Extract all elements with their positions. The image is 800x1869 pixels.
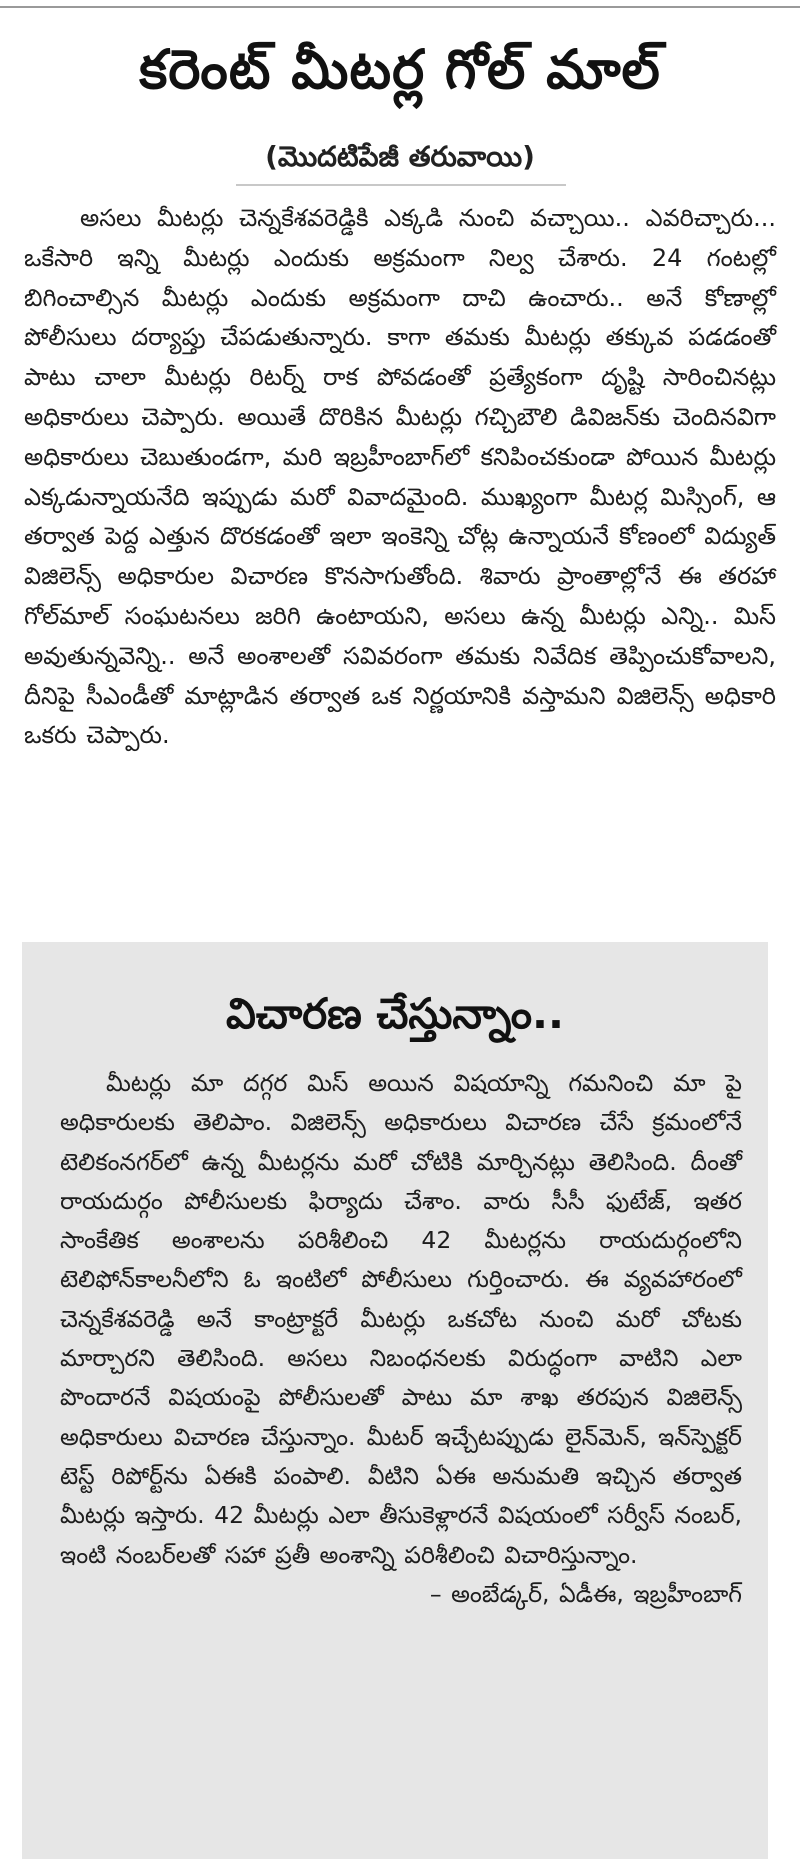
continuation-note: (మొదటిపేజీ తరువాయి): [265, 140, 535, 173]
top-rule: [0, 6, 800, 8]
article-body: [24, 199, 776, 756]
sidebar-paragraph: [60, 1064, 742, 1575]
quote-attribution: – అంబేడ్కర్, ఏడీఈ, ఇబ్రహీంబాగ్: [429, 1579, 742, 1608]
sidebar-body: [60, 1064, 742, 1614]
sidebar-text: మీటర్లు మా దగ్గర మిస్ అయిన విషయాన్ని గమనించి మా పై అధికారులకు తెలిపాం. విజిలెన్స్ అధికారులు విచారణ చేసే క్రమంలోనే టెలికంనగర్‌లో ఉన్న మీటర్లను మరో చోటికి మార్చినట్లు తెలిసింది. దీంతో రాయదుర్గం పోలీసులకు ఫిర్యాదు చేశాం. వారు సీసీ ఫుటేజ్, ఇతర సాంకేతిక అంశాలను పరిశీలించి 42 మీటర్లను రాయదుర్గంలోని టెలిఫోన్‌కాలనీలోని ఓ ఇంటిలో పోలీసులు గుర్తించారు. ఈ వ్యవహారంలో చెన్నకేశవరెడ్డి అనే కాంట్రాక్టరే మీటర్లు ఒకచోట నుంచి మరో చోటకు మార్చారని తెలిసింది. అసలు నిబంధనలకు విరుద్ధంగా వాటిని ఎలా పొందారనే విషయంపై పోలీసులతో పాటు మా శాఖ తరపున విజిలెన్స్ అధికారులు విచారణ చేస్తున్నాం. మీటర్ ఇచ్చేటప్పుడు లైన్‌మెన్, ఇన్‌స్పెక్టర్ టెస్ట్ రిపోర్ట్‌ను ఏఈకి పంపాలి. వీటిని ఏఈ అనుమతి ఇచ్చిన తర్వాత మీటర్లు ఇస్తారు. 42 మీటర్లు ఎలా తీసుకెళ్లారనే విషయంలో సర్వీస్ నంబర్, ఇంటి నంబర్‌లతో సహా ప్రతీ అంశాన్ని పరిశీలించి విచారిస్తున్నాం.: [60, 1069, 742, 1569]
subheading-rule: [236, 184, 566, 186]
headline: కరెంట్ మీటర్ల గోల్ మాల్: [139, 38, 661, 101]
sidebar-title: విచారణ చేస్తున్నాం..: [226, 989, 564, 1038]
article-text: అసలు మీటర్లు చెన్నకేశవరెడ్డికి ఎక్కడి నుంచి వచ్చాయి.. ఎవరిచ్చారు... ఒకేసారి ఇన్ని మీటర్లు ఎందుకు అక్రమంగా నిల్వ చేశారు. 24 గంటల్లో బిగించాల్సిన మీటర్లు ఎందుకు అక్రమంగా దాచి ఉంచారు.. అనే కోణాల్లో పోలీసులు దర్యాప్తు చేపడుతున్నారు. కాగా తమకు మీటర్లు తక్కువ పడడంతో పాటు చాలా మీటర్లు రిటర్న్ రాక పోవడంతో ప్రత్యేకంగా దృష్టి సారించినట్లు అధికారులు చెప్పారు. అయితే దొరికిన మీటర్లు గచ్చిబౌలి డివిజన్‌కు చెందినవిగా అధికారులు చెబుతుండగా, మరి ఇబ్రహీంబాగ్‌లో కనిపించకుండా పోయిన మీటర్లు ఎక్కడున్నాయనేది ఇప్పుడు మరో వివాదమైంది. ముఖ్యంగా మీటర్ల మిస్సింగ్, ఆ తర్వాత పెద్ద ఎత్తున దొరకడంతో ఇలా ఇంకెన్ని చోట్ల ఉన్నాయనే కోణంలో విద్యుత్ విజిలెన్స్ అధికారుల విచారణ కొనసాగుతోంది. శివారు ప్రాంతాల్లోనే ఈ తరహా గోల్‌మాల్ సంఘటనలు జరిగి ఉంటాయని, అసలు ఉన్న మీటర్లు ఎన్ని.. మిస్ అవుతున్నవెన్ని.. అనే అంశాలతో సవివరంగా తమకు నివేదిక తెప్పించుకోవాలని, దీనిపై సీఎండీతో మాట్లాడిన తర్వాత ఒక నిర్ణయానికి వస్తామని విజిలెన్స్ అధికారి ఒకరు చెప్పారు.: [24, 204, 776, 750]
article-paragraph: [24, 199, 776, 756]
quote-sidebar: [22, 942, 768, 1859]
